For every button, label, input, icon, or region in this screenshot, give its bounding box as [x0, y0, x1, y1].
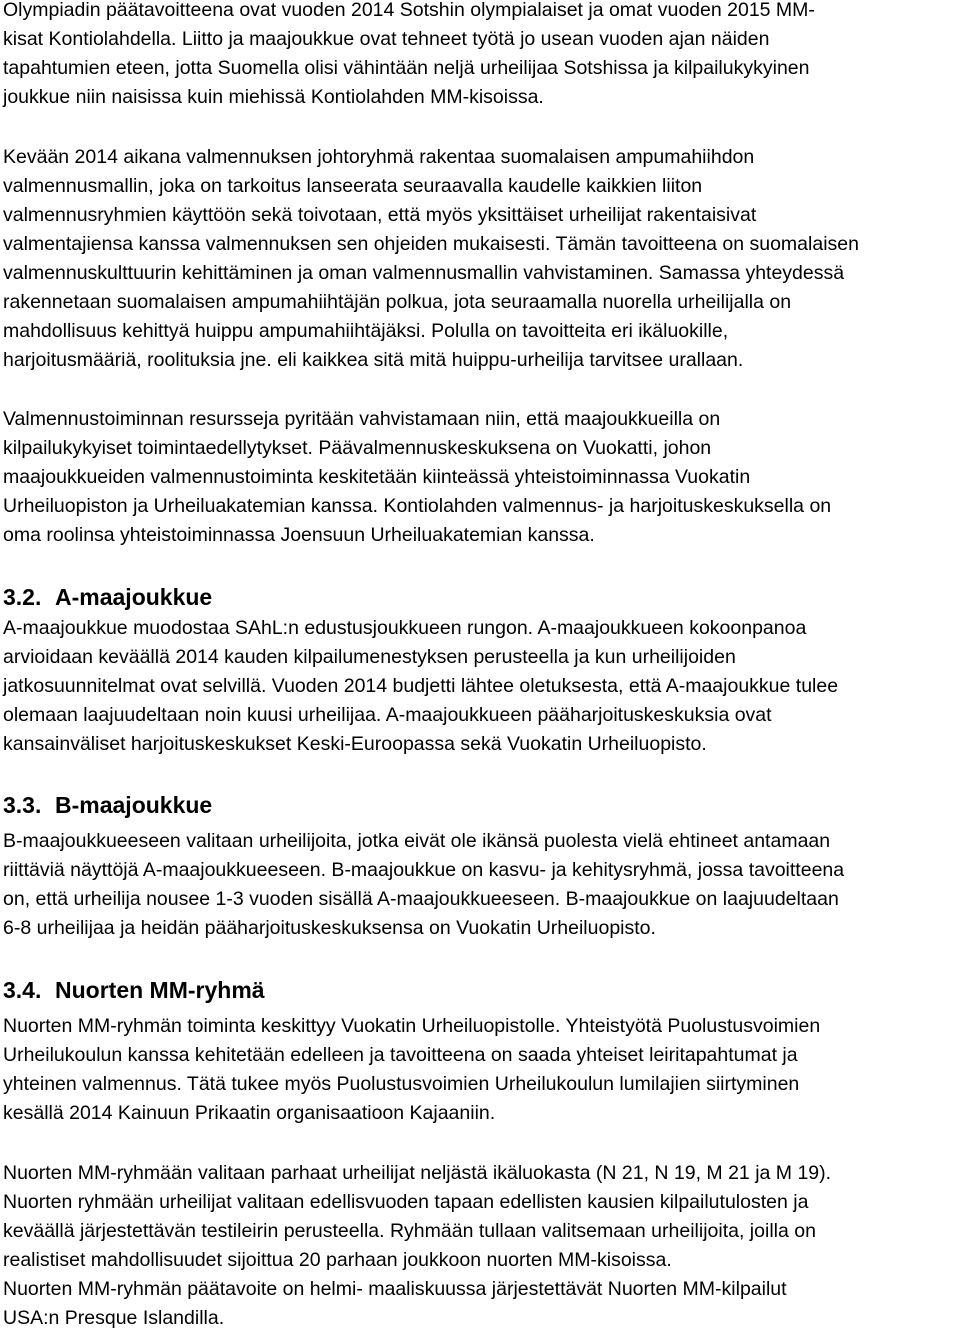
text-line: Urheilukoulun kanssa kehitetään edelleen ja tavoitteena on saada yhteiset leiritapahtumat ja	[3, 1044, 798, 1066]
text-line: valmennusmallin, joka on tarkoitus lanseerata seuraavalla kaudelle kaikkien liiton	[3, 175, 703, 197]
text-line: Valmennustoiminnan resursseja pyritään vahvistamaan niin, että maajoukkueilla on	[3, 408, 721, 430]
text-line: joukkue niin naisissa kuin miehissä Kontiolahden MM-kisoissa.	[3, 86, 544, 108]
text-line: Nuorten MM-ryhmän päätavoite on helmi- maaliskuussa järjestettävät Nuorten MM-kilpailut	[3, 1278, 787, 1300]
section-heading	[3, 582, 212, 612]
text-line: olemaan laajuudeltaan noin kuusi urheilijaa. A-maajoukkueen pääharjoituskeskuksia ovat	[3, 704, 772, 726]
section-title: Nuorten MM-ryhmä	[55, 977, 265, 1003]
section-number: 3.2.	[3, 584, 42, 610]
text-line: Nuorten MM-ryhmän toiminta keskittyy Vuokatin Urheiluopistolle. Yhteistyötä Puolustusvoimien	[3, 1015, 821, 1037]
section-heading	[3, 975, 265, 1005]
text-line: on, että urheilija nousee 1-3 vuoden sisällä A-maajoukkueeseen. B-maajoukkue on laajuudeltaan	[3, 888, 839, 910]
text-line: maajoukkueiden valmennustoiminta keskitetään kiinteässä yhteistoiminnassa Vuokatin	[3, 466, 751, 488]
text-line: jatkosuunnitelmat ovat selvillä. Vuoden 2014 budjetti lähtee oletuksesta, että A-maajoukkue tulee	[3, 675, 839, 697]
text-line: Nuorten MM-ryhmään valitaan parhaat urheilijat neljästä ikäluokasta (N 21, N 19, M 21 ja M 19).	[3, 1162, 832, 1184]
text-line: USA:n Presque Islandilla.	[3, 1307, 225, 1329]
text-line: Olympiadin päätavoitteena ovat vuoden 2014 Sotshin olympialaiset ja omat vuoden 2015 MM-	[3, 0, 815, 21]
text-line: valmennusryhmien käyttöön sekä toivotaan, että myös yksittäiset urheilijat rakentaisivat	[3, 204, 757, 226]
section-title: B-maajoukkue	[55, 792, 213, 818]
text-line: riittäviä näyttöjä A-maajoukkueeseen. B-maajoukkue on kasvu- ja kehitysryhmä, jossa tavoitteena	[3, 859, 845, 881]
section-number: 3.4.	[3, 977, 42, 1003]
text-line: mahdollisuus kehittyä huippu ampumahiihtäjäksi. Polulla on tavoitteita eri ikäluokille,	[3, 320, 729, 342]
text-line: Nuorten ryhmään urheilijat valitaan edellisvuoden tapaan edellisten kausien kilpailutulosten ja	[3, 1191, 809, 1213]
text-line: Urheiluopiston ja Urheiluakatemian kanssa. Kontiolahden valmennus- ja harjoituskeskuksella on	[3, 495, 832, 517]
text-line: rakennetaan suomalaisen ampumahiihtäjän polkua, jota seuraamalla nuorella urheilijalla on	[3, 291, 792, 313]
section-heading	[3, 790, 212, 820]
text-line: valmennuskulttuurin kehittäminen ja oman valmennusmallin vahvistaminen. Samassa yhteydessä	[3, 262, 845, 284]
text-line: tapahtumien eteen, jotta Suomella olisi vähintään neljä urheilijaa Sotshissa ja kilpailukykyinen	[3, 57, 810, 79]
text-line: B-maajoukkueeseen valitaan urheilijoita, jotka eivät ole ikänsä puolesta vielä ehtineet antamaan	[3, 830, 831, 852]
text-line: yhteinen valmennus. Tätä tukee myös Puolustusvoimien Urheilukoulun lumilajien siirtyminen	[3, 1073, 800, 1095]
text-line: kesällä 2014 Kainuun Prikaatin organisaatioon Kajaaniin.	[3, 1102, 496, 1124]
text-line: oma roolinsa yhteistoiminnassa Joensuun Urheiluakatemian kanssa.	[3, 524, 595, 546]
text-line: kilpailukykyiset toimintaedellytykset. Päävalmennuskeskuksena on Vuokatti, johon	[3, 437, 712, 459]
text-line: kansainväliset harjoituskeskukset Keski-Euroopassa sekä Vuokatin Urheiluopisto.	[3, 733, 707, 755]
section-title: A-maajoukkue	[55, 584, 213, 610]
text-line: Kevään 2014 aikana valmennuksen johtoryhmä rakentaa suomalaisen ampumahiihdon	[3, 146, 755, 168]
text-line: harjoitusmääriä, roolituksia jne. eli kaikkea sitä mitä huippu-urheilija tarvitsee urallaan.	[3, 349, 744, 371]
text-line: valmentajiensa kanssa valmennuksen sen ohjeiden mukaisesti. Tämän tavoitteena on suomalaisen	[3, 233, 859, 255]
text-line: keväällä järjestettävän testileirin perusteella. Ryhmään tullaan valitsemaan urheilijoita, joilla on	[3, 1220, 816, 1242]
text-line: realistiset mahdollisuudet sijoittua 20 parhaan joukkoon nuorten MM-kisoissa.	[3, 1249, 672, 1271]
text-line: A-maajoukkue muodostaa SAhL:n edustusjoukkueen rungon. A-maajoukkueen kokoonpanoa	[3, 617, 807, 639]
text-line: kisat Kontiolahdella. Liitto ja maajoukkue ovat tehneet työtä jo usean vuoden ajan näiden	[3, 28, 770, 50]
text-line: arvioidaan keväällä 2014 kauden kilpailumenestyksen perusteella ja kun urheilijoiden	[3, 646, 736, 668]
section-number: 3.3.	[3, 792, 42, 818]
text-line: 6-8 urheilijaa ja heidän pääharjoituskeskuksensa on Vuokatin Urheiluopisto.	[3, 917, 656, 939]
